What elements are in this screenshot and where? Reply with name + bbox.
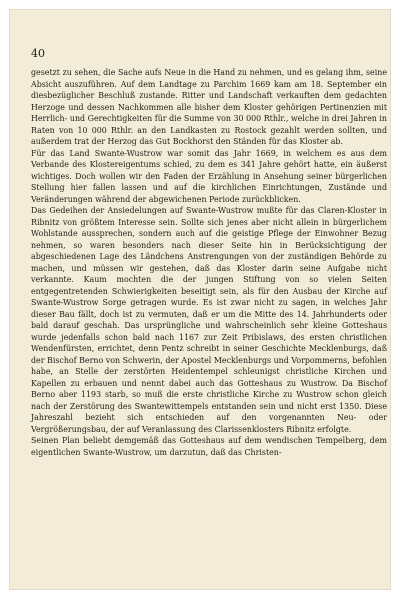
page-number: 40: [31, 47, 45, 60]
book-page: [10, 10, 390, 589]
paragraph: gesetzt zu sehen, die Sache aufs Neue in die Hand zu nehmen, und es gelang ihm, seine Absicht auszuführen. Auf dem Landtage zu Parchim 1669 kam am 18. September ein diesbezüglicher Beschluß zustande. Ritter und Landschaft verkauften dem gedachten Herzoge und dessen Nachkommen alle bisher dem Kloster gehörigen Pertinenzien mit Herrlich- und Gerechtigkeiten für die Summe von 30 000 Rthlr., welche in drei Jahren in Raten von 10 000 Rthlr. an den Landkasten zu Rostock gezahlt werden sollten, und außerdem trat der Herzog das Gut Bockhorst den Ständen für das Kloster ab.: [31, 68, 387, 146]
paragraph: Das Gedeihen der Ansiedelungen auf Swante-Wustrow mußte für das Claren-Kloster in Ribnitz von größtem Interesse sein. Sollte sich jenes aber nicht allein in bürgerlichem Wohlstande aussprechen, sondern auch auf die geistige Pflege der Einwohner Bezug nehmen, so waren besonders nach dieser Seite hin in Berücksichtigung der abgeschiedenen Lage des Ländchens Anstrengungen von der zuständigen Behörde zu machen, und müssen wir gestehen, daß das Kloster darin seine Aufgabe nicht verkannte. Kaum mochten die der jungen Stiftung von so vielen Seiten entgegentretenden Schwierigkeiten beseitigt sein, als für den Ausbau der Kirche auf Swante-Wustrow Sorge getragen wurde. Es ist zwar nicht zu sagen, in welches Jahr dieser Bau fällt, doch ist zu vermuten, daß er um die Mitte des 14. Jahrhunderts oder bald darauf geschah. Das ursprüngliche und wahrscheinlich sehr kleine Gotteshaus wurde jedenfalls schon bald nach 1167 zur Zeit Pribislaws, des ersten christlichen Wendenfürsten, errichtet, denn Pentz schreibt in seiner Geschichte Mecklenburgs, daß der Bischof Berno von Schwerin, der Apostel Mecklenburgs und Vorpommerns, befohlen habe, an Stelle der zerstörten Heidentempel schleunigst christliche Kirchen und Kapellen zu erbauen und nennt dabei auch das Gotteshaus zu Wustrow. Da Bischof Berno aber 1193 starb, so muß die erste christliche Kirche zu Wustrow schon gleich nach der Zerstörung des Swantewittempels entstanden sein und nicht erst 1350. Diese Jahreszahl bezieht sich entschieden auf den vorgenannten Neu- oder Vergrößerungsbau, der auf Veranlassung des Clarissenklosters Ribnitz erfolgte.: [31, 206, 387, 434]
page-body-text: [31, 67, 387, 458]
paragraph: Für das Land Swante-Wustrow war somit das Jahr 1669, in welchem es aus dem Verbande des Klostereigentums schied, zu dem es 341 Jahre gehört hatte, ein äußerst wichtiges. Doch wollen wir den Faden der Erzählung in Ansehung seiner bürgerlichen Stellung hier fallen lassen und auf die kirchlichen Einrichtungen, Zustände und Veränderungen während der abgewichenen Periode zurückblicken.: [31, 148, 387, 204]
paragraph: Seinen Plan beliebt demgemäß das Gotteshaus auf dem wendischen Tempelberg, dem eigentlichen Swante-Wustrow, um darzutun, daß das Christen-: [31, 436, 387, 457]
